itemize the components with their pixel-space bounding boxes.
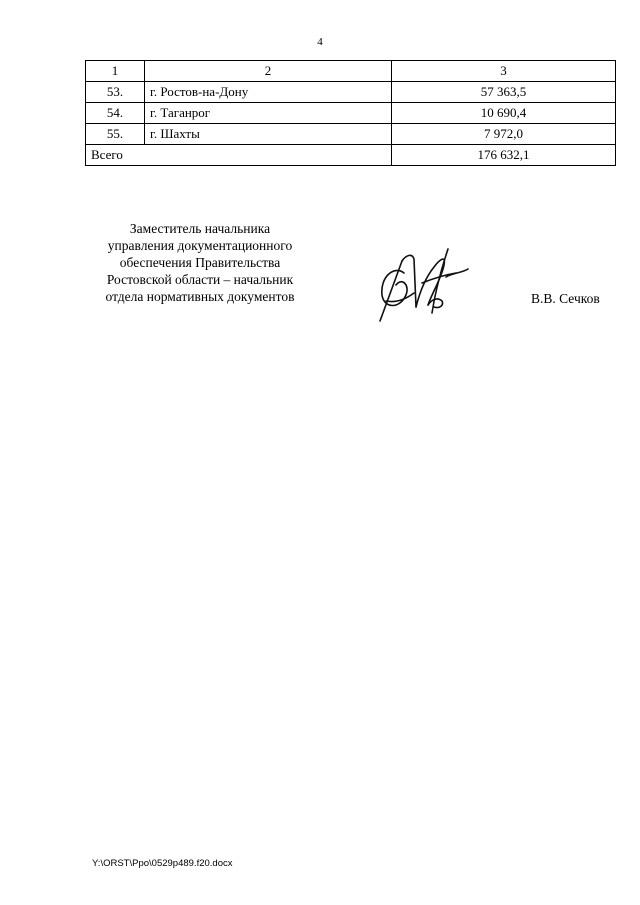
- row-value: 57 363,5: [392, 82, 616, 103]
- table-header-row: [86, 61, 616, 82]
- row-value: 7 972,0: [392, 124, 616, 145]
- total-value: 176 632,1: [392, 145, 616, 166]
- row-value: 10 690,4: [392, 103, 616, 124]
- row-number: 53.: [86, 82, 145, 103]
- handwritten-signature: [372, 243, 472, 325]
- position-line: Заместитель начальника: [129, 221, 271, 236]
- table-row: [86, 124, 616, 145]
- row-number: 54.: [86, 103, 145, 124]
- position-line: отдела нормативных документов: [105, 289, 295, 304]
- table-header-cell: 2: [145, 61, 392, 82]
- row-city: г. Шахты: [145, 124, 392, 145]
- table-header-cell: 1: [86, 61, 145, 82]
- file-path: Y:\ORST\Ppo\0529p489.f20.docx: [92, 858, 233, 869]
- position-line: обеспечения Правительства: [119, 255, 281, 270]
- position-line: управления документационного: [107, 238, 293, 253]
- row-city: г. Таганрог: [145, 103, 392, 124]
- table-row: [86, 103, 616, 124]
- signer-position: [85, 220, 315, 305]
- table-row: [86, 82, 616, 103]
- table-header-cell: 3: [392, 61, 616, 82]
- table-total-row: [86, 145, 616, 166]
- position-line: Ростовской области – начальник: [106, 272, 294, 287]
- page-number: 4: [317, 36, 323, 48]
- total-label: Всего: [86, 145, 392, 166]
- data-table: [85, 60, 616, 166]
- signer-name: В.В. Сечков: [531, 291, 600, 306]
- row-number: 55.: [86, 124, 145, 145]
- row-city: г. Ростов-на-Дону: [145, 82, 392, 103]
